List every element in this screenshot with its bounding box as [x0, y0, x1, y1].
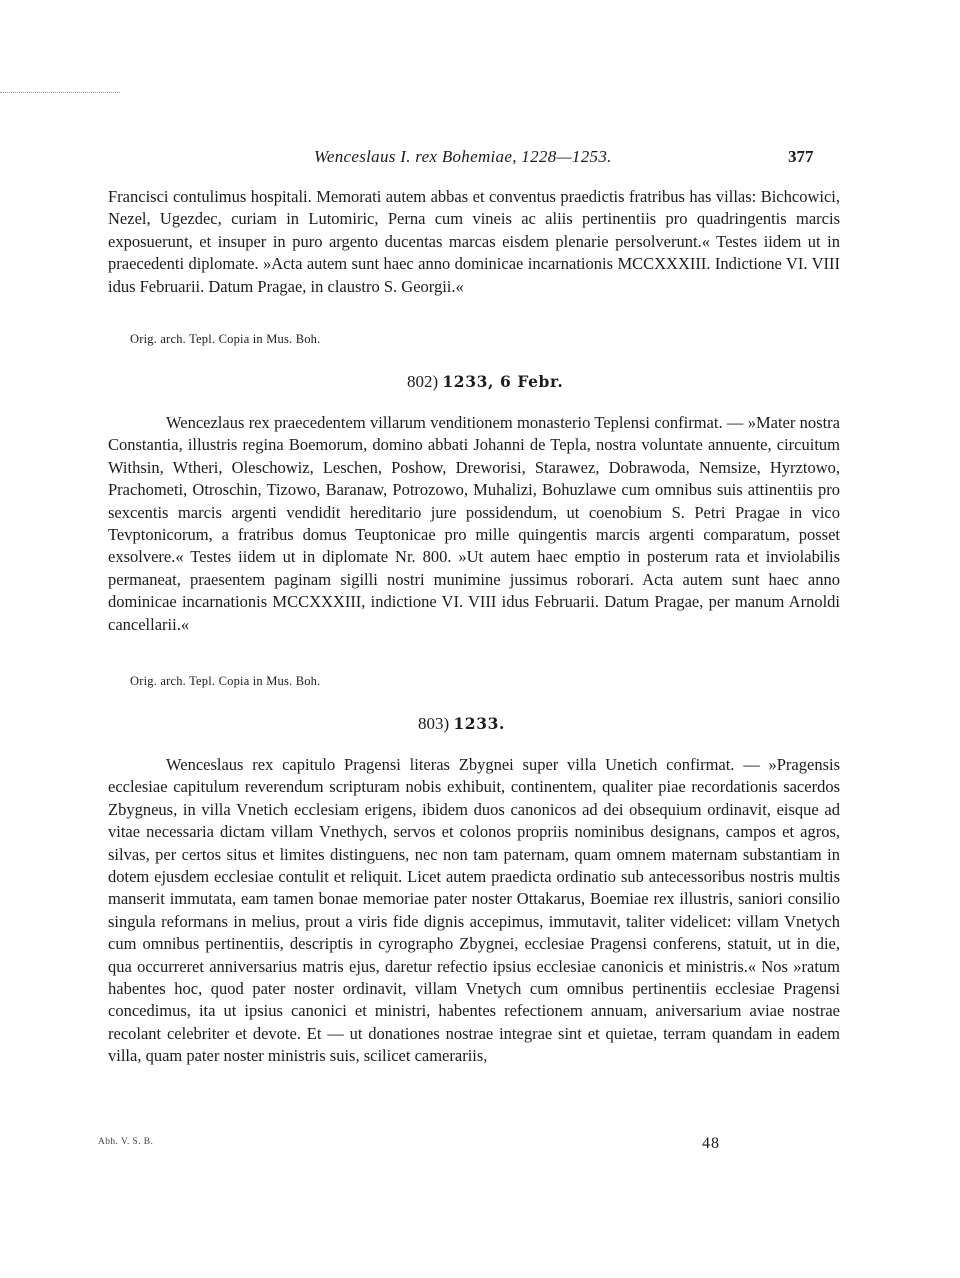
doc-802-source: Orig. arch. Tepl. Copia in Mus. Boh. — [130, 674, 321, 688]
doc-803-date: 1233. — [453, 714, 505, 733]
doc-803-text: Wenceslaus rex capitulo Pragensi literas Zbygnei super villa Unetich confirmat. — »Pragensis ecclesiae capitulum reverendum scripturam nobis exhibuit, continentem, qualiter piae recordationis sacerdos Zbygneus, in villa Vnetich ecclesiam erigens, ibidem duos canonicos ad dei obsequium ordinavit, eisque ad vitae necessaria dictam villam Vnethych, servos et colonos propriis nominibus designans, campos et agros, silvas, per certos situs et limites distinguens, nec non tam paternam, quam omnem maternam substantiam in dotem ejusdem ecclesiae contulit et reliquit. Licet autem praedicta ordinatio sub antecessoribus nostris multis manserit immutata, eam tamen bonae memoriae pater noster Ottakarus, Boemiae rex illustris, saniori consilio singula reformans in melius, prout a viris fide dignis accepimus, immutavit, taliter videlicet: villam Vnetych cum omnibus pertinentiis, descriptis in cyrographo Zbygnei, ecclesiae Pragensi conferens, statuit, ut in die, qua occurreret anniversarius matris ejus, daretur refectio ipsius ecclesiae canonicis et ministris.« Nos »ratum habentes hoc, quod pater noster ordinavit, villam Vnetych cum omnibus pertinentiis ecclesiae Pragensi concedimus, ita ut ipsius canonici et ministri, habentes refectionem annuam, aniversarium aviae nostrae recolant celebriter et devote. Et — ut donationes nostrae integrae sint et quietae, terram quandam in eadem villa, quam pater noster ministris suis, scilicet camerariis, — [108, 755, 840, 1066]
doc-802-heading — [407, 372, 563, 392]
footer-signature: Abh. V. S. B. — [98, 1137, 154, 1147]
doc-802-text: Wencezlaus rex praecedentem villarum venditionem monasterio Teplensi confirmat. — »Mater nostra Constantia, illustris regina Boemorum, domino abbati Johanni de Tepla, nostra voluntate annuente, circuitum Withsin, Wtheri, Oleschowiz, Leschen, Poshow, Dreworisi, Starawez, Dobrawoda, Nemsize, Hyrztowo, Prachometi, Otroschin, Tizowo, Baranaw, Potrozowo, Muhalizi, Bohuzlawe cum omnibus suis attinentiis pro sexcentis marcis argenti vendidit hereditario jure possidendum, ut coenobium S. Petri Pragae in vico Tevptonicorum, a fratribus domus Teuptonicae pro mille quingentis marcis argenti comparatum, posset exsolvere.« Testes iidem ut in diplomate Nr. 800. »Ut autem haec emptio in posterum rata et inviolabilis permaneat, praesentem paginam sigilli nostri munimine jussimus roborari. Acta autem sunt haec anno dominicae incarnationis MCCXXXIII, indictione VI. VIII idus Februarii. Datum Pragae, per manum Arnoldi cancellarii.« — [108, 413, 840, 634]
scan-artifact-line — [0, 92, 120, 96]
doc-803-number: 803) — [418, 714, 450, 733]
footer-sheet-number: 48 — [702, 1135, 720, 1152]
doc-802-number: 802) — [407, 372, 439, 391]
doc-803-heading — [418, 714, 505, 734]
prev-doc-text-block — [108, 186, 840, 298]
prev-doc-source: Orig. arch. Tepl. Copia in Mus. Boh. — [130, 332, 321, 346]
doc-802-date: 1233, 6 Febr. — [442, 372, 564, 391]
doc-802-text-block — [108, 412, 840, 636]
page-number: 377 — [788, 147, 814, 166]
doc-803-text-block — [108, 754, 840, 1068]
prev-doc-text: Francisci contulimus hospitali. Memorati autem abbas et conventus praedictis fratribus has villas: Bichcowici, Nezel, Ugezdec, curiam in Lutomiric, Perna cum vineis ac aliis pertinentiis pro quadringentis marcis exposuerunt, et insuper in puro argento ducentas marcas eisdem plenarie persolverunt.« Testes iidem ut in praecedenti diplomate. »Acta autem sunt haec anno dominicae incarnationis MCCXXXIII. Indictione VI. VIII idus Februarii. Datum Pragae, in claustro S. Georgii.« — [108, 187, 840, 296]
running-head: Wenceslaus I. rex Bohemiae, 1228—1253. — [314, 147, 612, 166]
